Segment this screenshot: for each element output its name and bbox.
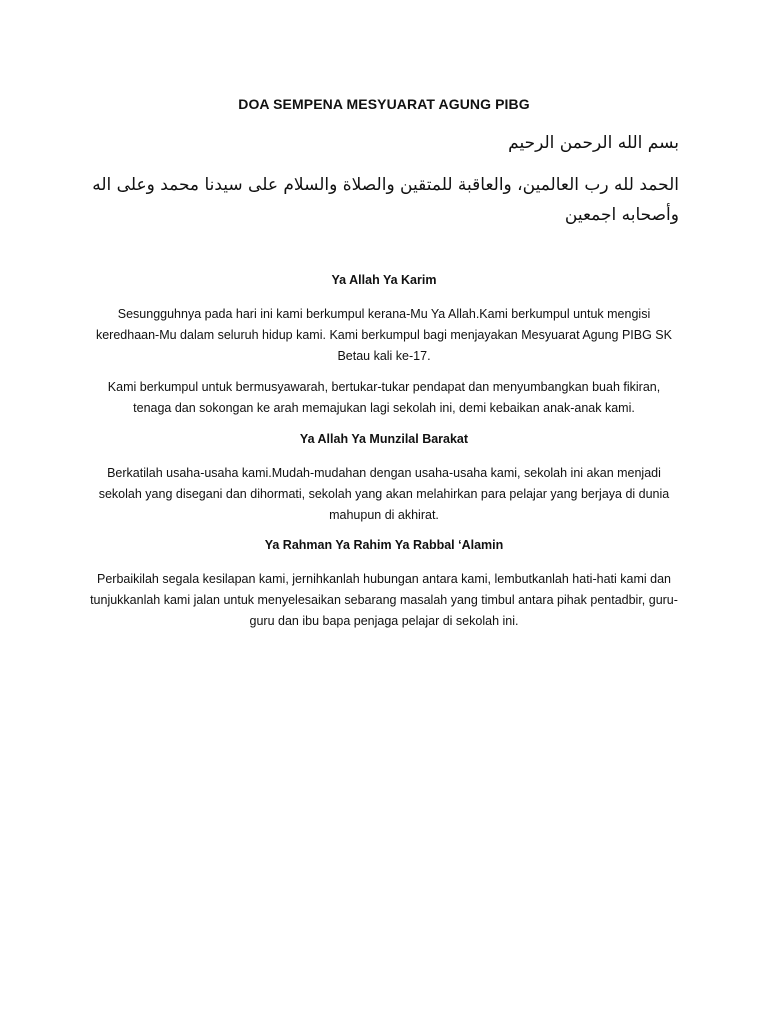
- section-heading-ya-allah-ya-karim: Ya Allah Ya Karim: [331, 273, 437, 287]
- section-3-paragraph-1: Perbaikilah segala kesilapan kami, jernihkanlah hubungan antara kami, lembutkanlah hati-hati kami dan tunjukkanlah kami jalan untuk menyelesaikan sebarang masalah yang timbul antara pihak pentadbir, guru-guru dan ibu bapa penjaga pelajar di sekolah ini.: [90, 572, 678, 628]
- section-1-paragraph-1: Sesungguhnya pada hari ini kami berkumpul kerana-Mu Ya Allah.Kami berkumpul untuk mengisi keredhaan-Mu dalam seluruh hidup kami. Kami berkumpul bagi menjayakan Mesyuarat Agung PIBG SK Betau kali ke-17.: [95, 307, 672, 363]
- arabic-opening-text: الحمد لله رب العالمين، والعاقبة للمتقين والصلاة والسلام على سيدنا محمد وعلى اله وأصحابه اجمعين: [92, 175, 679, 225]
- section-1-paragraph-2: Kami berkumpul untuk bermusyawarah, bertukar-tukar pendapat dan menyumbangkan buah fikiran, tenaga dan sokongan ke arah memajukan lagi sekolah ini, demi kebaikan anak-anak kami.: [107, 380, 661, 415]
- section-heading-ya-allah-ya-munzilal-barakat: Ya Allah Ya Munzilal Barakat: [299, 432, 469, 446]
- section-heading-ya-rahman-ya-rahim: Ya Rahman Ya Rahim Ya Rabbal ‘Alamin: [264, 538, 504, 552]
- bismillah-text: بسم الله الرحمن الرحيم: [508, 133, 679, 153]
- section-2-paragraph-1: Berkatilah usaha-usaha kami.Mudah-mudahan dengan usaha-usaha kami, sekolah ini akan menjadi sekolah yang disegani dan dihormati, sekolah yang akan melahirkan para pelajar yang berjaya di dunia mahupun di akhirat.: [98, 466, 670, 522]
- document-title: DOA SEMPENA MESYUARAT AGUNG PIBG: [238, 96, 530, 112]
